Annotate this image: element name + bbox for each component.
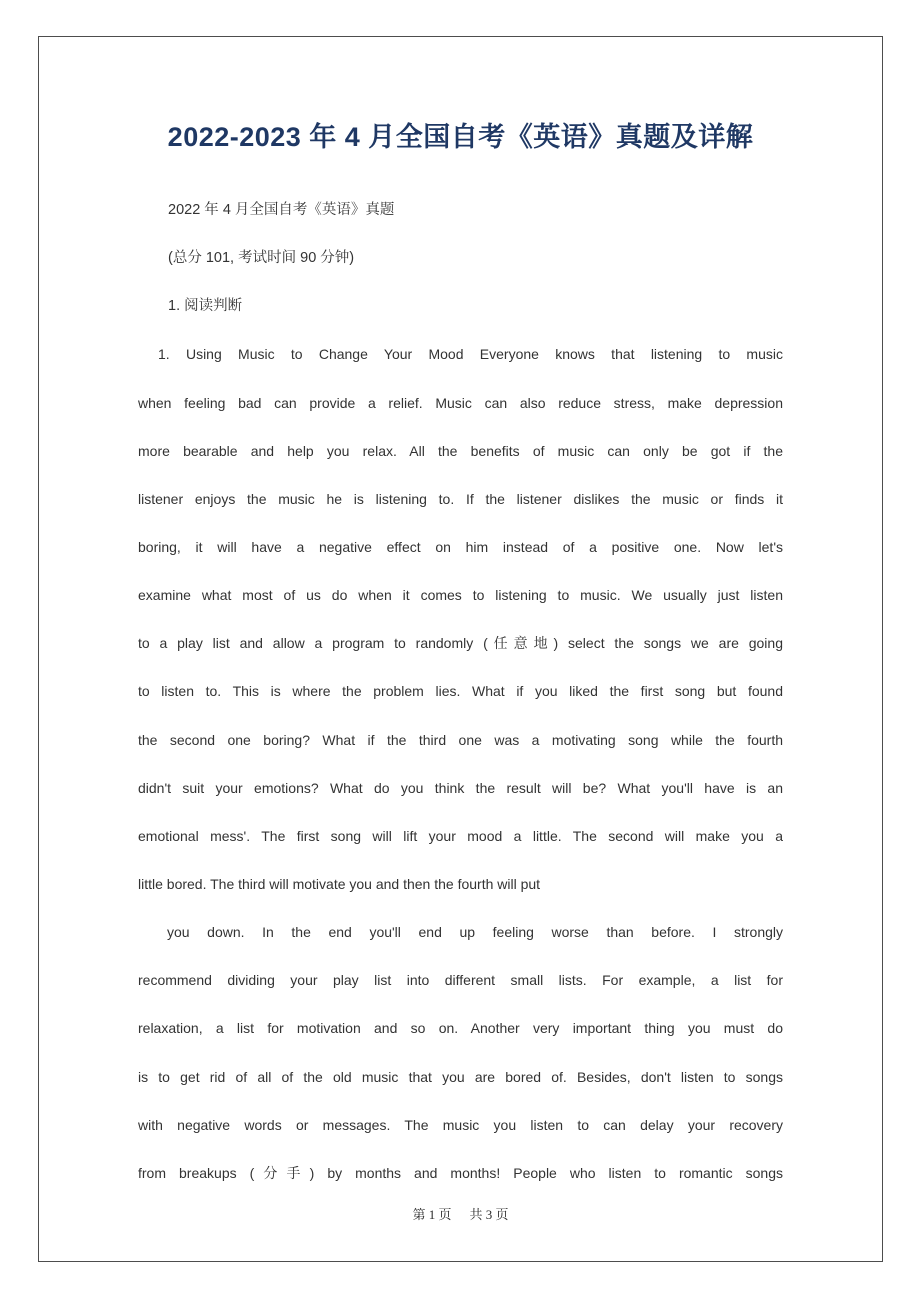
text-line: 1. Using Music to Change Your Mood Everyone knows that listening to music: [158, 346, 783, 363]
text-line: when feeling bad can provide a relief. Music can also reduce stress, make depression: [138, 394, 783, 411]
text-line: 2022 年 4 月全国自考《英语》真题: [168, 202, 395, 218]
text-line: is to get rid of all of the old music that you are bored of. Besides, don't listen to songs: [138, 1068, 783, 1085]
text-line: more bearable and help you relax. All the benefits of music can only be got if the: [138, 442, 783, 459]
intro-section: [138, 186, 783, 330]
page-border: [38, 36, 883, 1262]
page-number: 第 1 页: [412, 1207, 452, 1222]
document-body: [138, 186, 783, 1197]
text-line: the second one boring? What if the third one was a motivating song while the fourth: [138, 731, 783, 748]
text-line: boring, it will have a negative effect on him instead of a positive one. Now let's: [138, 538, 783, 555]
text-line: recommend dividing your play list into different small lists. For example, a list for: [138, 972, 783, 989]
paragraph-2: [138, 908, 783, 1197]
paragraph-1: [138, 330, 783, 908]
text-line: relaxation, a list for motivation and so on. Another very important thing you must do: [138, 1020, 783, 1037]
text-line: emotional mess'. The first song will lift your mood a little. The second will make you a: [138, 827, 783, 844]
total-pages: 共 3 页: [469, 1207, 509, 1222]
text-line: from breakups (分手) by months and months! People who listen to romantic songs: [138, 1164, 783, 1181]
document-title: 2022-2023 年 4 月全国自考《英语》真题及详解: [167, 122, 754, 152]
text-line: to listen to. This is where the problem lies. What if you liked the first song but found: [138, 683, 783, 700]
text-line: to a play list and allow a program to randomly (任意地) select the songs we are going: [138, 635, 783, 652]
text-line: you down. In the end you'll end up feeling worse than before. I strongly: [167, 924, 783, 941]
text-line: (总分 101, 考试时间 90 分钟): [168, 250, 355, 267]
text-line: listener enjoys the music he is listening to. If the listener dislikes the music or finds it: [138, 490, 783, 507]
text-line: didn't suit your emotions? What do you think the result will be? What you'll have is an: [138, 779, 783, 796]
text-line: 1. 阅读判断: [168, 298, 243, 315]
text-line: examine what most of us do when it comes to listening to music. We usually just listen: [138, 587, 783, 604]
page-footer: [39, 1200, 882, 1230]
text-line: with negative words or messages. The music you listen to can delay your recovery: [138, 1116, 783, 1133]
text-line: little bored. The third will motivate you and then the fourth will put: [138, 875, 541, 892]
